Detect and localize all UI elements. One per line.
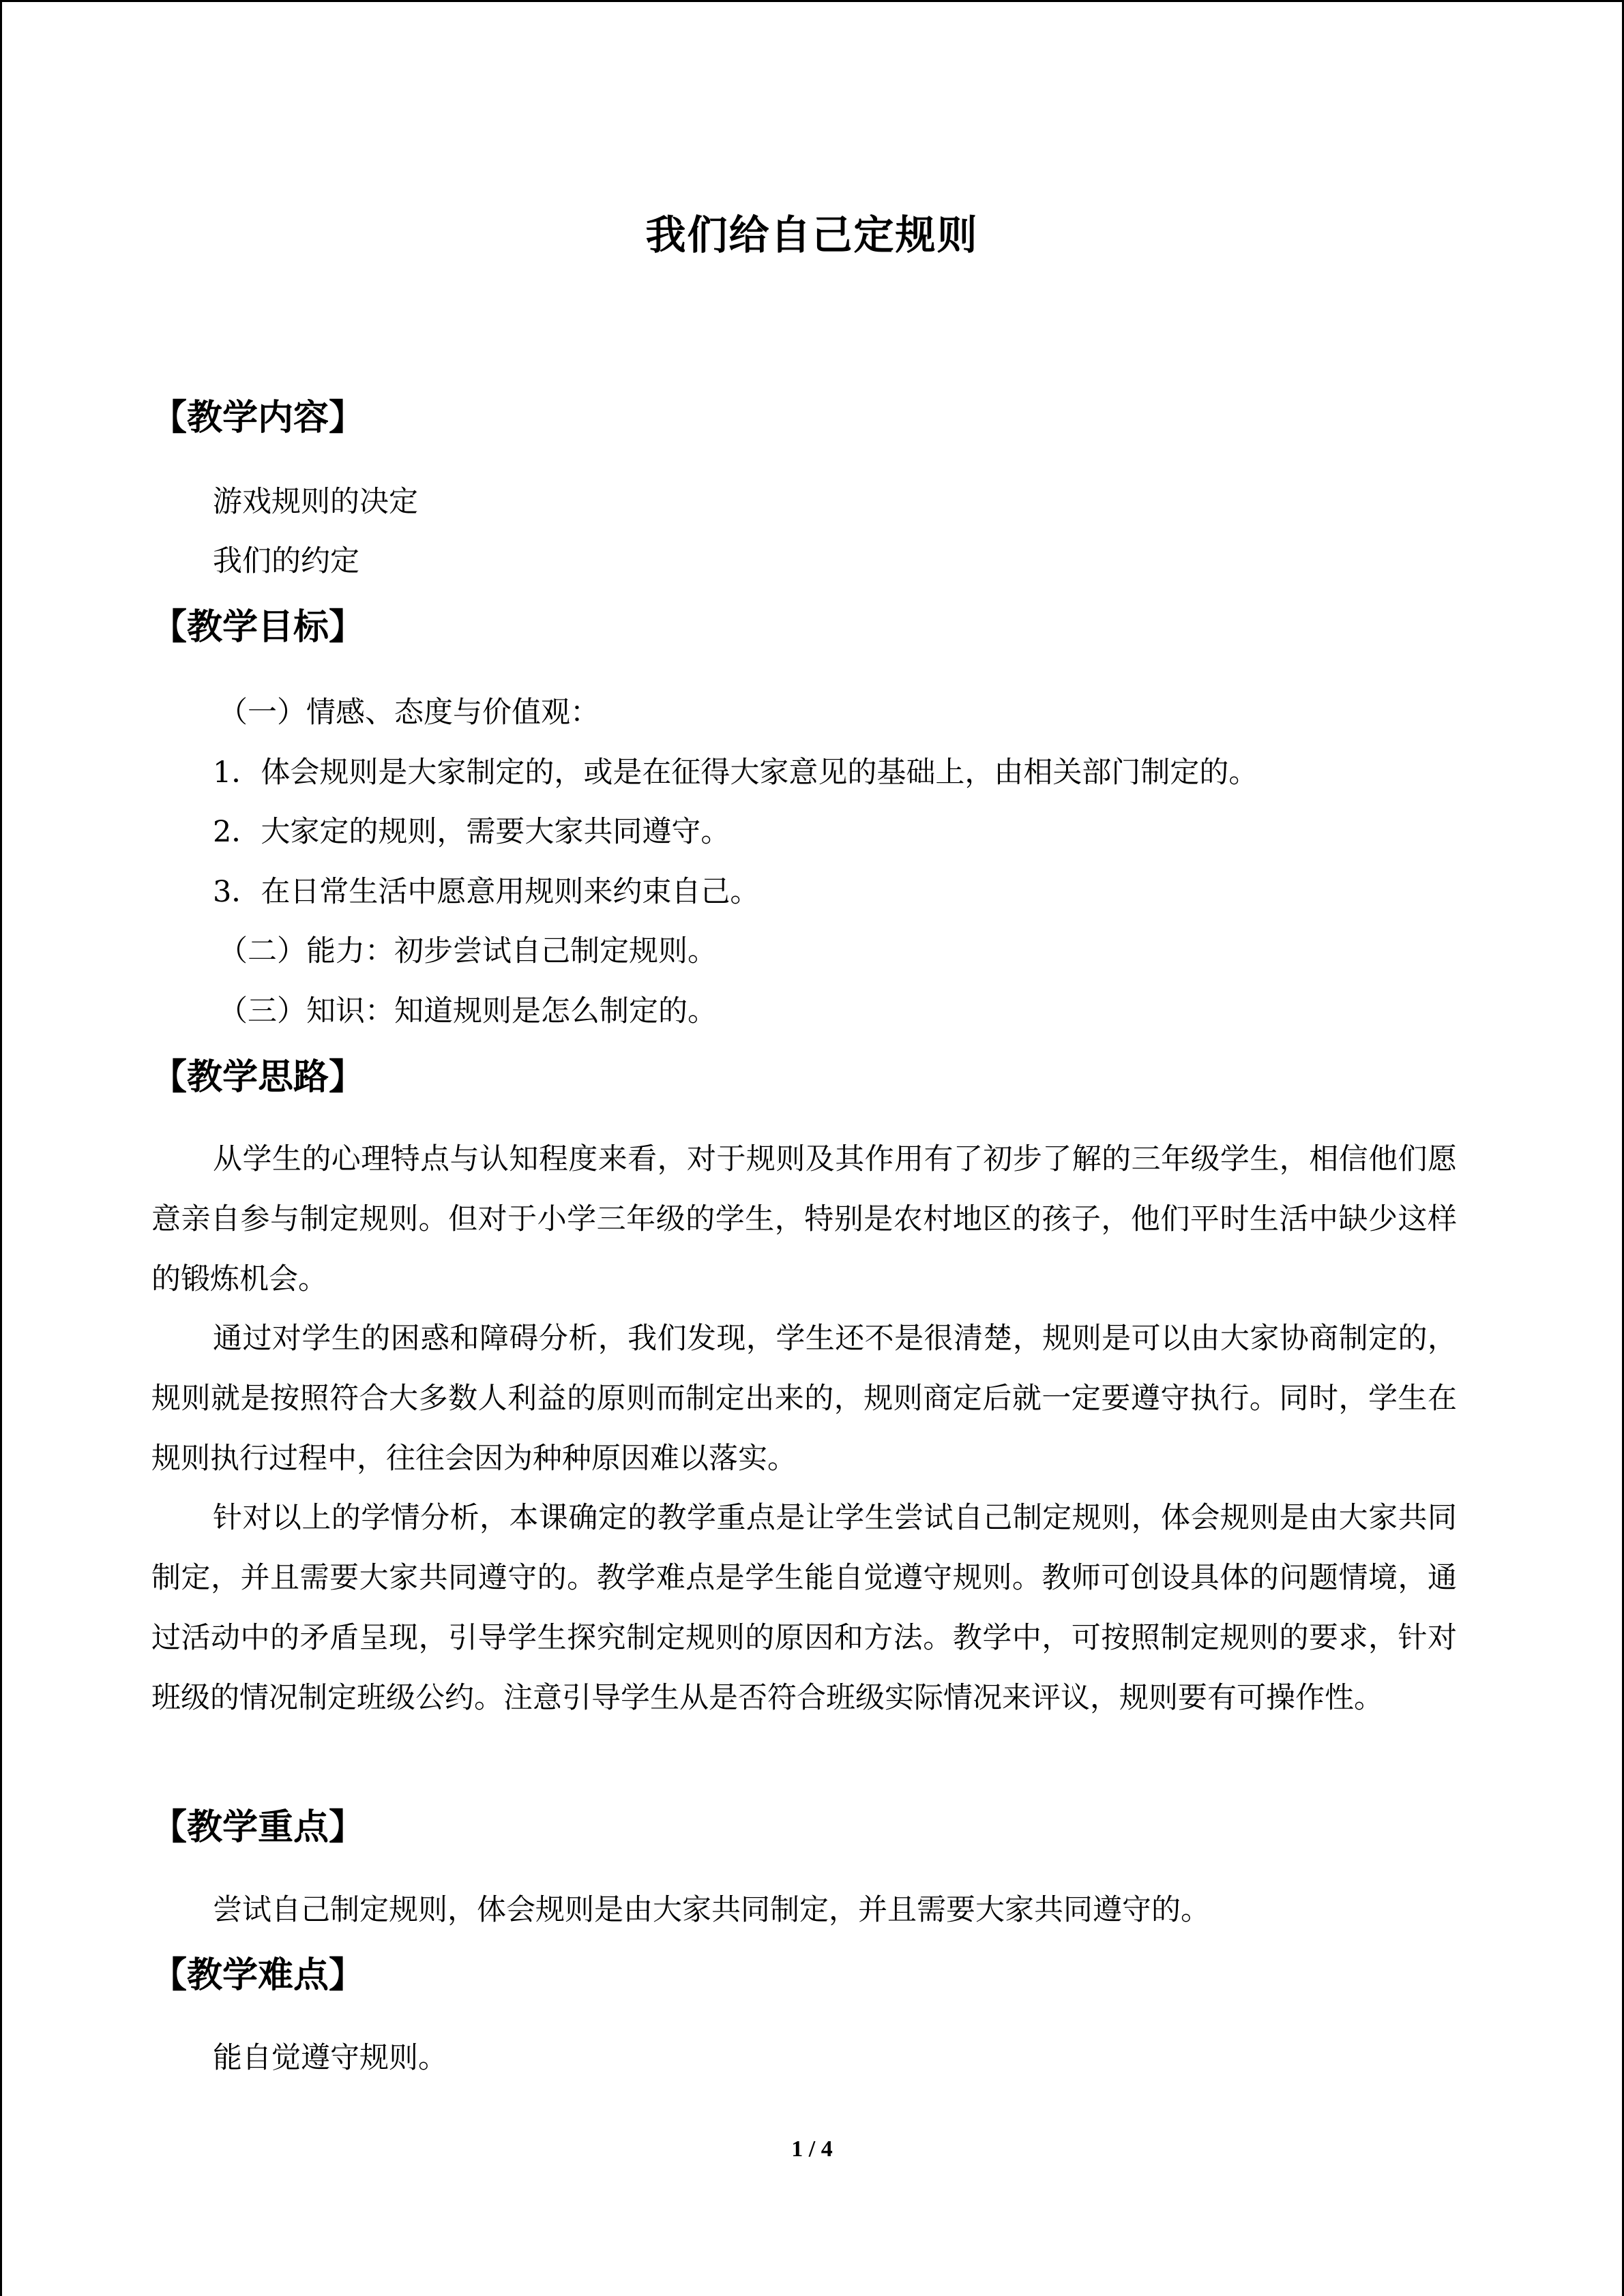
section-heading-difficulty: 【教学难点】 (151, 1955, 365, 1996)
difficulty-text: 能自觉遵守规则。 (213, 2041, 447, 2075)
section-heading-content: 【教学内容】 (151, 398, 365, 438)
document-title: 我们给自己定规则 (645, 211, 979, 258)
key-point-text: 尝试自己制定规则，体会规则是由大家共同制定，并且需要大家共同遵守的。 (213, 1893, 1210, 1927)
goals-item: （一）情感、态度与价值观： (218, 696, 600, 730)
approach-paragraph: 针对以上的学情分析，本课确定的教学重点是让学生尝试自己制定规则，体会规则是由大家共同制定，并且需要大家共同遵守的。教学难点是学生能自觉遵守规则。教师可创设具体的问题情境，通过活动中的矛盾呈现，引导学生探究制定规则的原因和方法。教学中，可按照制定规则的要求，针对班级的情况制定班级公约。注意引导学生从是否符合班级实际情况来评议，规则要有可操作性。 (151, 1501, 1457, 1715)
section-heading-approach: 【教学思路】 (151, 1057, 365, 1098)
goals-item: （三）知识：知道规则是怎么制定的。 (218, 994, 717, 1028)
goals-item: （二）能力：初步尝试自己制定规则。 (218, 934, 717, 968)
content-item: 游戏规则的决定 (213, 485, 418, 519)
page-number: 1 / 4 (791, 2136, 833, 2162)
goals-item: 2．大家定的规则，需要大家共同遵守。 (213, 815, 730, 849)
approach-paragraph: 通过对学生的困惑和障碍分析，我们发现，学生还不是很清楚，规则是可以由大家协商制定的，规则就是按照符合大多数人利益的原则而制定出来的，规则商定后就一定要遵守执行。同时，学生在规则执行过程中，往往会因为种种原因难以落实。 (151, 1322, 1457, 1476)
section-heading-key-point: 【教学重点】 (151, 1807, 365, 1848)
approach-paragraph: 从学生的心理特点与认知程度来看，对于规则及其作用有了初步了解的三年级学生，相信他们愿意亲自参与制定规则。但对于小学三年级的学生，特别是农村地区的孩子，他们平时生活中缺少这样的锻炼机会。 (151, 1142, 1457, 1296)
goals-item: 3．在日常生活中愿意用规则来约束自己。 (213, 875, 760, 909)
section-heading-goals: 【教学目标】 (151, 607, 365, 648)
goals-item: 1．体会规则是大家制定的，或是在征得大家意见的基础上，由相关部门制定的。 (213, 756, 1258, 790)
content-item: 我们的约定 (213, 544, 359, 578)
